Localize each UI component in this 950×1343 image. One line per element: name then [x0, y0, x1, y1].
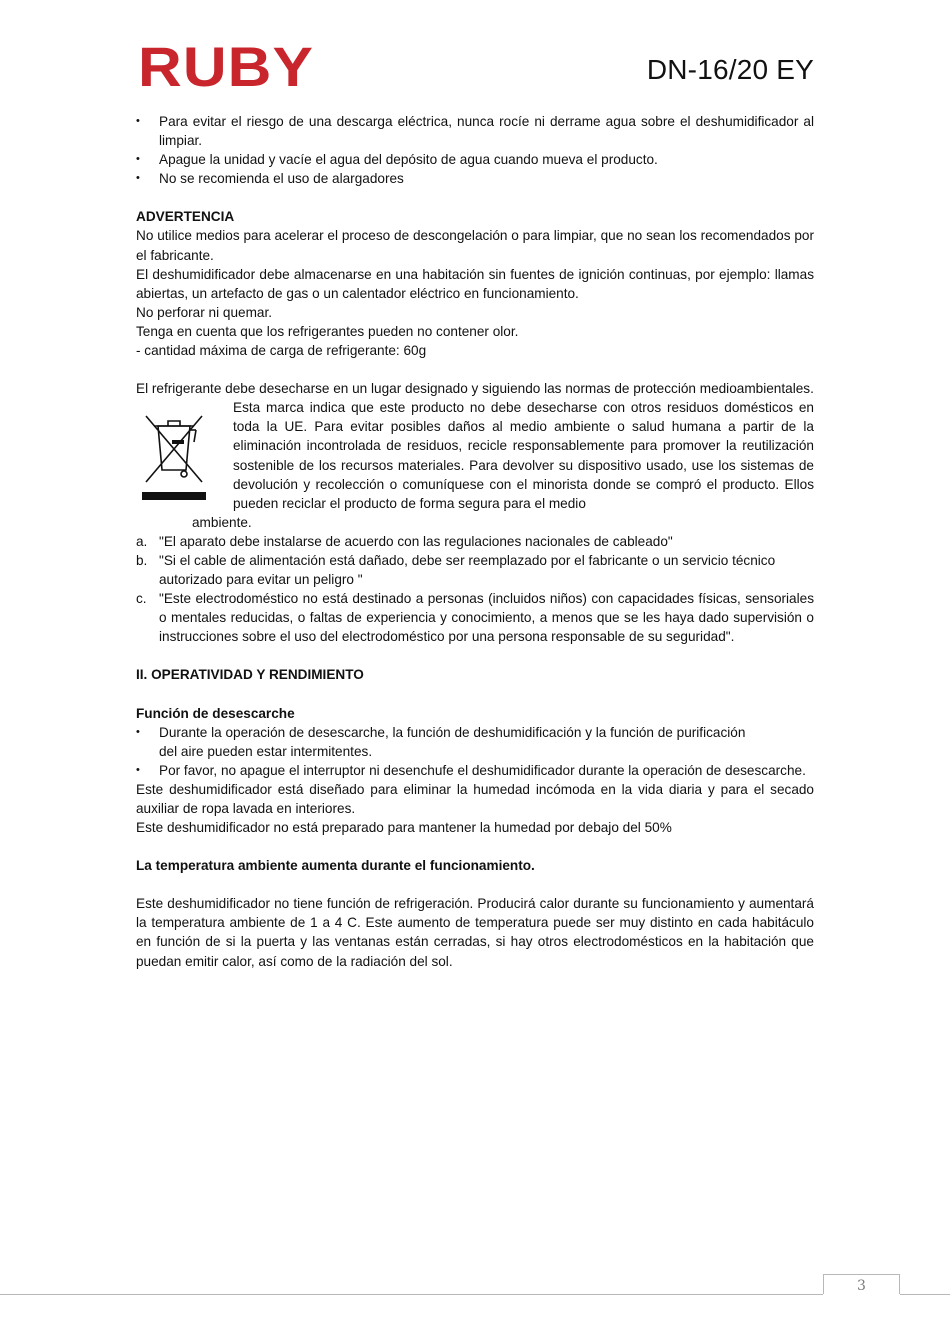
list-item: • No se recomienda el uso de alargadores — [136, 169, 814, 188]
paragraph: El refrigerante debe desecharse en un lugar designado y siguiendo las normas de protección medioambientales. — [136, 381, 814, 397]
model-number: DN-16/20 EY — [646, 54, 814, 85]
weee-notice — [136, 398, 814, 513]
lettered-list — [136, 532, 814, 647]
list-item — [136, 589, 814, 646]
paragraph: Este deshumidificador está diseñado para eliminar la humedad incómoda en la vida diaria y para el secado auxiliar de ropa lavada en interiores. — [136, 781, 814, 816]
footer-divider — [0, 1294, 823, 1295]
list-text: • Durante la operación de desescarche, la función de deshumidificación y la función de purificación — [159, 724, 746, 740]
paragraph: Este deshumidificador no está preparado para mantener la humedad por debajo del 50% — [136, 820, 672, 836]
list-marker: a. — [136, 533, 148, 549]
list-marker: c. — [136, 591, 147, 607]
defrost-bullets — [136, 723, 814, 780]
footer-divider — [900, 1294, 950, 1295]
logo-text: RUBY — [138, 40, 314, 92]
list-item — [136, 532, 814, 551]
list-item: • Apague la unidad y vacíe el agua del depósito de agua cuando mueva el producto. — [136, 150, 814, 169]
paragraph: El deshumidificador debe almacenarse en una habitación sin fuentes de ignición continuas, por ejemplo: llamas abiertas, un artefacto de gas o un calentador eléctrico en funcionamiento. — [136, 266, 814, 301]
list-text: "Este electrodoméstico no está destinado a personas (incluidos niños) con capacidades físicas, sensoriales o mentales reducidas, o faltas de experiencia y conocimiento, a menos que se les haya dado supervisión o instrucciones sobre el uso del electrodoméstico por una persona responsable de su seguridad". — [159, 591, 814, 645]
ruby-logo — [138, 40, 314, 92]
list-marker: b. — [136, 552, 148, 568]
list-text: del aire pueden estar intermitentes. — [159, 743, 373, 759]
advertencia-heading: ADVERTENCIA — [136, 209, 235, 225]
list-text: "Si el cable de alimentación está dañado, debe ser reemplazado por el fabricante o un servicio técnico autorizado para evitar un peligro " — [159, 552, 776, 588]
crossed-bin-icon — [138, 408, 210, 504]
paragraph: - cantidad máxima de carga de refrigerante: 60g — [136, 343, 427, 359]
list-item: • Para evitar el riesgo de una descarga eléctrica, nunca rocíe ni derrame agua sobre el deshumidificador al limpiar. — [136, 112, 814, 150]
top-bullets — [136, 112, 814, 188]
list-item: • Por favor, no apague el interruptor ni desenchufe el deshumidificador durante la operación de desescarche. — [136, 761, 814, 780]
list-item — [136, 723, 814, 761]
paragraph: No utilice medios para acelerar el proceso de descongelación o para limpiar, que no sean los recomendados por el fabricante. — [136, 228, 814, 263]
weee-text-tail: ambiente. — [192, 514, 252, 530]
paragraph: No perforar ni quemar. — [136, 304, 273, 320]
list-text: "El aparato debe instalarse de acuerdo con las regulaciones nacionales de cableado" — [159, 533, 673, 549]
section-heading: II. OPERATIVIDAD Y RENDIMIENTO — [136, 667, 364, 683]
subsection-heading: Función de desescarche — [136, 705, 295, 721]
paragraph: Este deshumidificador no tiene función de refrigeración. Producirá calor durante su funcionamiento y aumentará la temperatura ambiente de 1 a 4 C. Este aumento de temperatura puede ser muy distinto en cada habitáculo en función de si la puerta y las ventanas están cerradas, si hay otros electrodomésticos en la habitación que puedan emitir calor, así como de la radiación del sol. — [136, 896, 814, 969]
subsection-heading: La temperatura ambiente aumenta durante el funcionamiento. — [136, 858, 535, 874]
list-item — [136, 551, 814, 589]
weee-text: Esta marca indica que este producto no debe desecharse con otros residuos domésticos en toda la UE. Para evitar posibles daños al medio ambiente o salud humana a partir de la eliminación incontrolada de residuos, recicle responsablemente para promover la reutilización sostenible de los recursos materiales. Para devolver su dispositivo usado, use los sistemas de devolución y recolección o comuníquese con el minorista donde se compró el producto. Ellos pueden reciclar el producto de forma segura para el medio — [233, 400, 814, 511]
page-number: 3 — [823, 1274, 900, 1294]
paragraph: Tenga en cuenta que los refrigerantes pueden no contener olor. — [136, 323, 519, 339]
page-content — [136, 112, 814, 971]
